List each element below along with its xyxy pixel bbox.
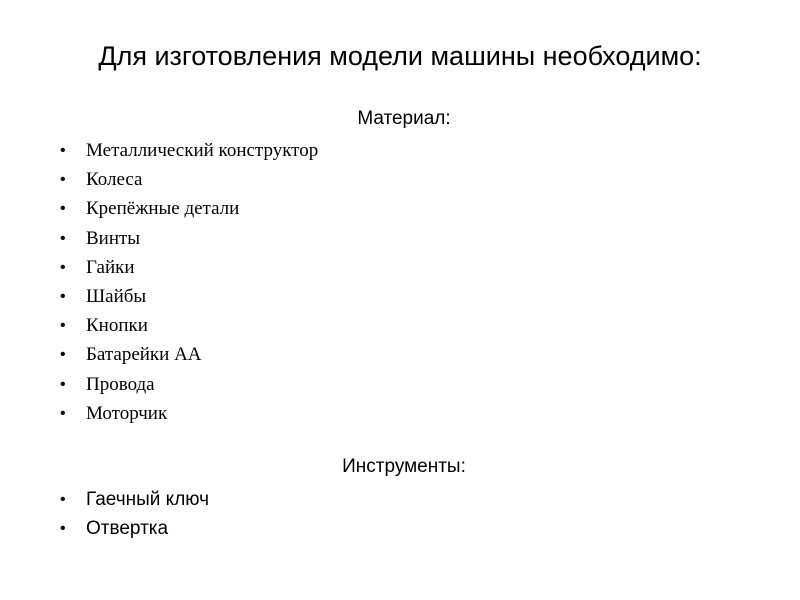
list-item-text: Отвертка — [86, 518, 169, 539]
list-item-text: Винты — [86, 227, 141, 249]
tools-heading: Инструменты: — [342, 456, 466, 477]
list-item — [60, 370, 318, 399]
bullet-icon: • — [60, 171, 66, 189]
list-item-text: Батарейки АА — [86, 344, 202, 366]
bullet-icon: • — [60, 142, 66, 159]
list-item — [60, 282, 318, 311]
list-item — [60, 399, 318, 428]
bullet-icon: • — [60, 287, 66, 305]
list-item-text: Крепёжные детали — [86, 198, 240, 220]
list-item-text: Гайки — [86, 256, 135, 278]
list-item-text: Металлический конструктор — [86, 140, 319, 161]
materials-heading: Материал: — [357, 108, 451, 129]
bullet-icon: • — [60, 317, 66, 335]
bullet-icon: • — [60, 229, 66, 247]
bullet-icon: • — [60, 346, 66, 364]
slide-title: Для изготовления модели машины необходимо: — [98, 41, 702, 71]
list-item — [60, 253, 318, 282]
bullet-icon: • — [60, 491, 66, 508]
bullet-icon: • — [60, 200, 66, 218]
list-item — [60, 485, 209, 514]
list-item — [60, 224, 318, 253]
list-item — [60, 136, 318, 165]
tools-list — [60, 485, 209, 543]
list-item-text: Шайбы — [86, 285, 147, 307]
bullet-icon: • — [60, 520, 66, 537]
list-item — [60, 514, 209, 543]
list-item — [60, 311, 318, 340]
list-item-text: Моторчик — [86, 402, 168, 424]
list-item — [60, 340, 318, 369]
bullet-icon: • — [60, 375, 66, 393]
list-item — [60, 165, 318, 194]
list-item — [60, 194, 318, 223]
bullet-icon: • — [60, 404, 66, 422]
list-item-text: Кнопки — [86, 315, 148, 337]
bullet-icon: • — [60, 258, 66, 276]
list-item-text: Провода — [86, 373, 155, 395]
materials-list — [60, 136, 318, 428]
list-item-text: Гаечный ключ — [86, 489, 210, 510]
list-item-text: Колеса — [86, 169, 143, 191]
